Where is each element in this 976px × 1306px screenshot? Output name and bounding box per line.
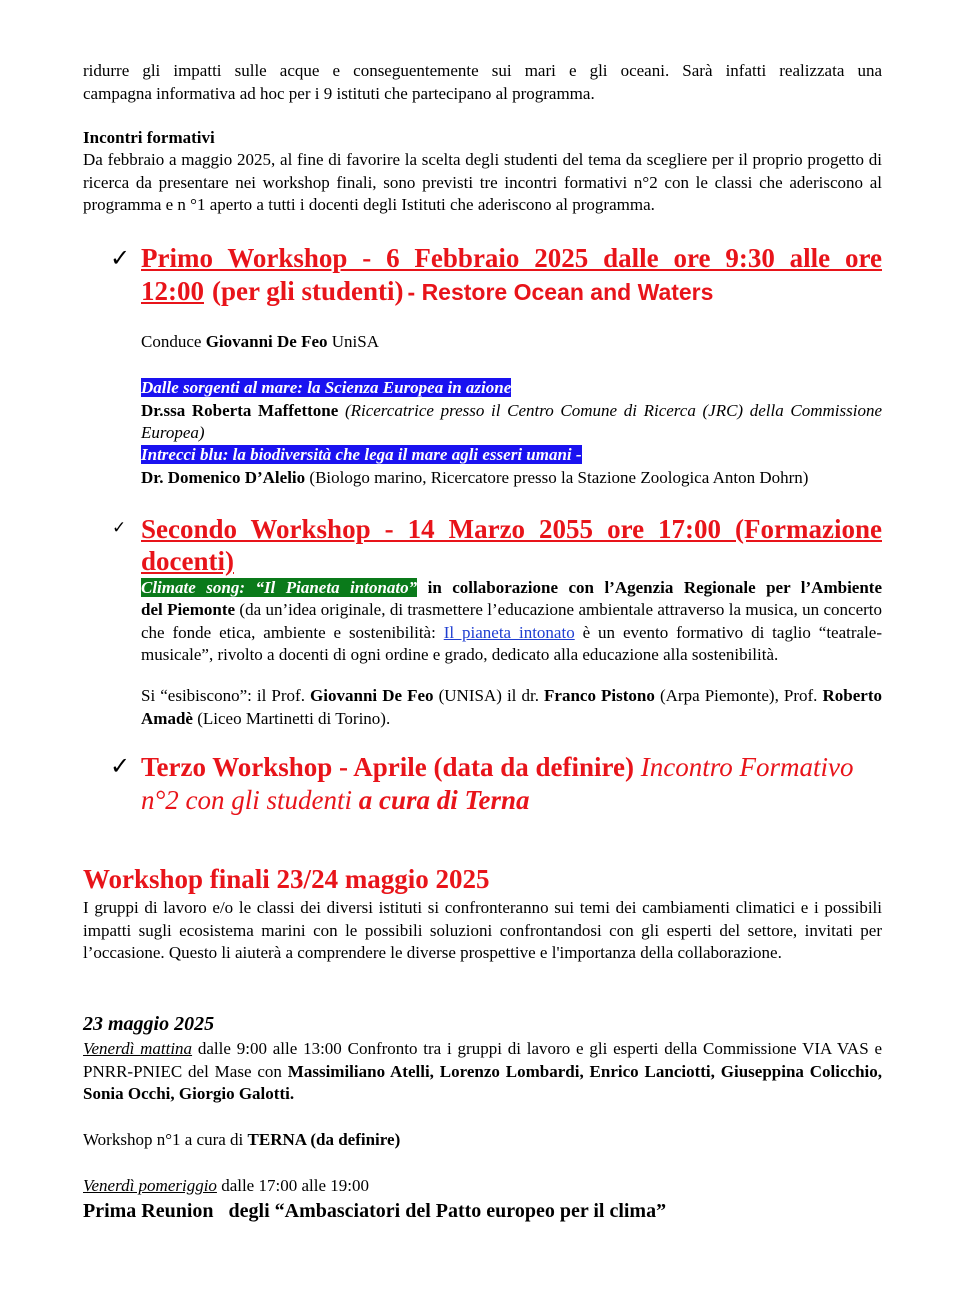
esibiscono-prefix: Si “esibiscono”: il Prof. (141, 686, 305, 705)
person3-name: Roberto Amadè (141, 686, 882, 728)
experts-list: Massimiliano Atelli, Lorenzo Lombardi, Enrico Lanciotti, Giuseppina Colicchio, Sonia Occhi, Giorgio Galotti. (83, 1061, 883, 1103)
incontri-heading: Incontri formativi (83, 128, 215, 147)
climate-song-title: Climate song: “Il Pianeta intonato” (141, 578, 418, 597)
workshop1-conduce (141, 331, 379, 354)
pianeta-intonato-link[interactable]: Il pianeta intonato (443, 622, 575, 642)
intro-line-1: ridurre gli impatti sulle acque e conseguentemente sui mari e gli oceani. Sarà infatti realizzata una (83, 61, 882, 80)
ws1-terna-label: TERNA (da definire) (247, 1130, 401, 1149)
talk2-role: (Biologo marino, Ricercatore presso la Stazione Zoologica Anton Dohrn) (309, 468, 809, 487)
checkmark-icon: ✓ (112, 518, 127, 538)
reunion-title: Prima Reunion degli “Ambasciatori del Patto europeo per il clima” (83, 1200, 667, 1222)
workshop1-title-line2 (141, 274, 713, 308)
workshop3-title-line2 (141, 783, 530, 817)
person2-name: Franco Pistono (544, 686, 655, 705)
morning-label: Venerdì mattina (83, 1039, 193, 1058)
collab-text-2: del Piemonte (141, 600, 236, 619)
workshop1-students: (per gli studenti) (212, 276, 404, 306)
day23-morning (83, 1038, 882, 1106)
workshop1-topic: - Restore Ocean and Waters (407, 279, 714, 305)
workshop3-students: n°2 con gli studenti (141, 785, 353, 815)
talk2-speaker: Dr. Domenico D’Alelio (141, 468, 306, 487)
talk1-title: Dalle sorgenti al mare: la Scienza Europea in azione (141, 378, 512, 397)
workshop2-description (141, 599, 882, 667)
finali-body: I gruppi di lavoro e/o le classi dei diversi istituti si confronteranno sui temi dei cambiamenti climatici e i possibili impatti sugli ecosistema marini con le possibili soluzioni confrontandosi con gli esperti del settore, invitati per l’occasione. Questo li aiuterà a comprendere le diverse prospettive e l'importanza della collaborazione. (83, 898, 882, 962)
person1-org: (UNISA) il dr. (438, 686, 539, 705)
desc-part2: è un evento formativo di taglio “teatrale-musicale”, rivolto a docenti di ogni ordine e grado, dedicato alla educazione alla sostenibilità. (141, 622, 883, 664)
intro-line-2: campagna informativa ad hoc per i 9 istituti che partecipano al programma. (83, 84, 595, 103)
checkmark-icon: ✓ (110, 752, 131, 780)
talk1-role: (Ricercatrice presso il Centro Comune di Ricerca (JRC) della Commissione Europea) (141, 401, 882, 442)
finali-heading: Workshop finali 23/24 maggio 2025 (83, 864, 490, 894)
afternoon-text: dalle 17:00 alle 19:00 (221, 1176, 369, 1195)
day23-heading: 23 maggio 2025 (83, 1013, 215, 1035)
workshop3-curator: a cura di Terna (358, 785, 530, 815)
climate-song-row (141, 577, 882, 600)
conduce-org: UniSA (331, 332, 380, 351)
talk1-title-row (141, 377, 511, 400)
checkmark-icon: ✓ (110, 244, 131, 272)
afternoon-label: Venerdì pomeriggio (83, 1176, 217, 1195)
ws1-prefix: Workshop n°1 a cura di (83, 1130, 244, 1149)
collab-text: in collaborazione con l’Agenzia Regionale per l’Ambiente (427, 578, 882, 597)
ws1-terna (83, 1129, 400, 1152)
conduce-label: Conduce (141, 332, 202, 351)
day23-afternoon (83, 1175, 369, 1198)
conduce-name: Giovanni De Feo (205, 332, 328, 351)
workshop2-title-line2: docenti) (141, 546, 234, 576)
workshop1-time: 12:00 (141, 276, 204, 306)
workshop3-subtitle: Incontro Formativo (640, 752, 854, 782)
workshop3-title-line1 (141, 750, 854, 784)
workshop3-title: Terzo Workshop - Aprile (data da definire) (141, 752, 635, 782)
workshop2-title-line1: Secondo Workshop - 14 Marzo 2055 ore 17:00 (Formazione (141, 514, 882, 544)
morning-text: dalle 9:00 alle 13:00 Confronto tra i gruppi di lavoro e gli esperti della Commissione VIA VAS e PNRR-PNIEC del Mase con (83, 1039, 883, 1081)
talk2-title: Intrecci blu: la biodiversità che lega il mare agli esseri umani - (141, 445, 582, 464)
incontri-body: Da febbraio a maggio 2025, al fine di favorire la scelta degli studenti del tema da scegliere per il proprio progetto di ricerca da presentare nei workshop finali, sono previsti tre incontri formativi n°2 con le classi che aderiscono al programma e n °1 aperto a tutti i docenti degli Istituti che aderiscono al programma. (83, 150, 882, 214)
desc-part1: (da un’idea originale, di trasmettere l’educazione ambientale attraverso la musica, un concerto che fonde etica, ambiente e sostenibilità: (141, 600, 883, 642)
esibiscono-row (141, 685, 882, 730)
workshop1-title-line1: Primo Workshop - 6 Febbraio 2025 dalle ore 9:30 alle ore (141, 243, 882, 273)
talk1-speaker-row (141, 400, 882, 444)
person3-org: (Liceo Martinetti di Torino). (197, 708, 391, 728)
talk2-title-row (141, 444, 582, 467)
person2-org: (Arpa Piemonte), Prof. (659, 686, 818, 705)
person1-name: Giovanni De Feo (310, 686, 434, 705)
talk1-speaker: Dr.ssa Roberta Maffettone (141, 401, 339, 420)
talk2-speaker-row (141, 467, 891, 490)
